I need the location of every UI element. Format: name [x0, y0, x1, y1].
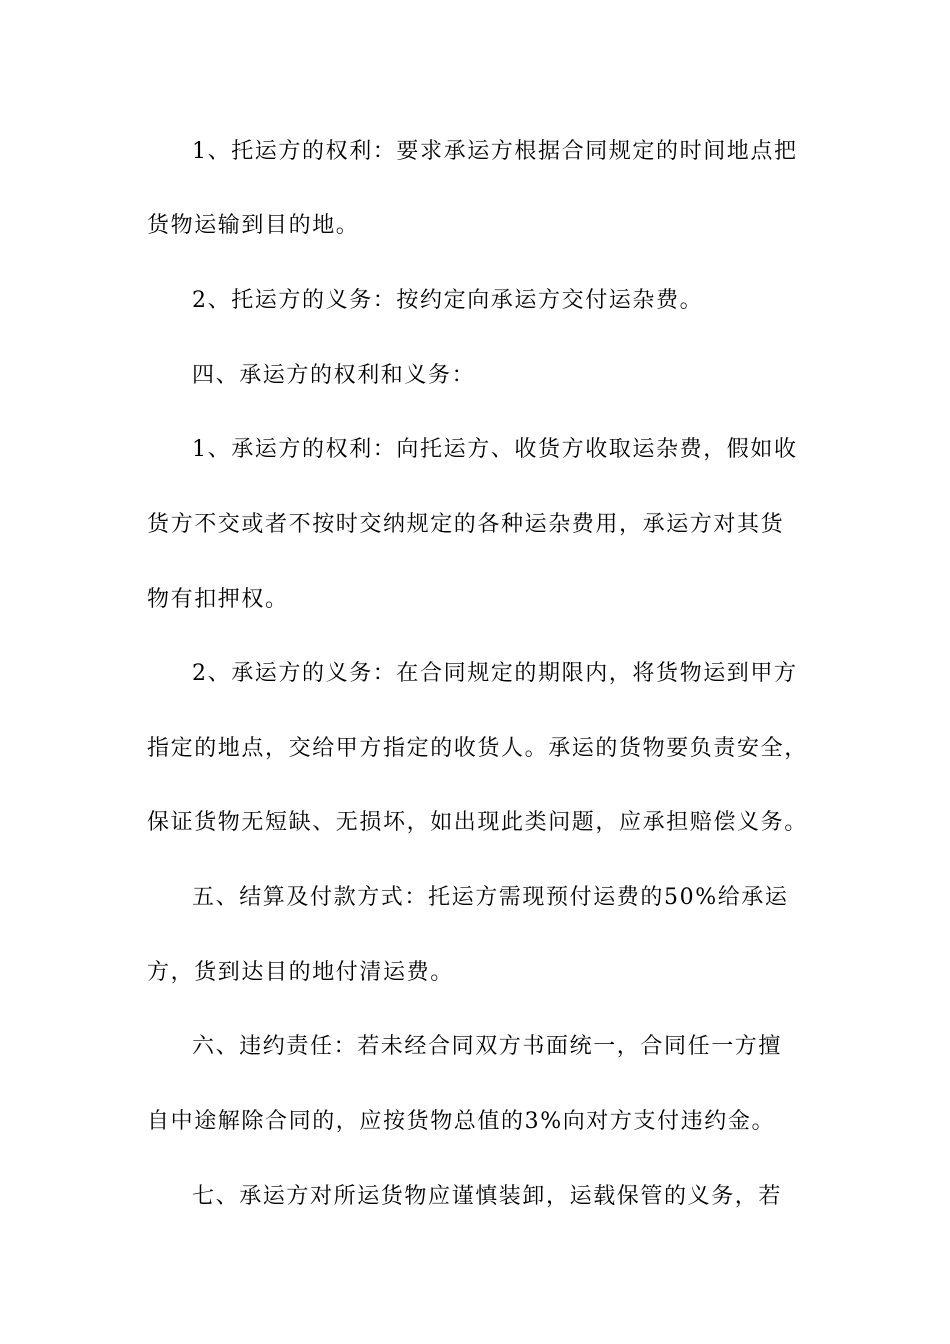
- paragraph-line: 2、承运方的义务：在合同规定的期限内，将货物运到甲方: [192, 661, 798, 686]
- section-heading: 五、结算及付款方式：托运方需现预付运费的50%给承运: [192, 885, 789, 910]
- section-heading: 六、违约责任：若未经合同双方书面统一，合同任一方擅: [192, 1034, 783, 1059]
- paragraph-line: 2、托运方的义务：按约定向承运方交付运杂费。: [192, 288, 704, 313]
- section-heading: 四、承运方的权利和义务：: [192, 363, 476, 388]
- paragraph-line: 方，货到达目的地付清运费。: [147, 960, 454, 985]
- paragraph-line: 保证货物无短缺、无损坏，如出现此类问题，应承担赔偿义务。: [147, 810, 808, 835]
- paragraph-line: 指定的地点，交给甲方指定的收货人。承运的货物要负责安全，: [147, 736, 808, 761]
- paragraph-line: 1、托运方的权利：要求承运方根据合同规定的时间地点把: [192, 139, 798, 164]
- paragraph-line: 货物运输到目的地。: [147, 213, 360, 238]
- section-heading: 七、承运方对所运货物应谨慎装卸，运载保管的义务，若: [192, 1184, 783, 1209]
- paragraph-line: 1、承运方的权利：向托运方、收货方收取运杂费，假如收: [192, 437, 798, 462]
- paragraph-line: 货方不交或者不按时交纳规定的各种运杂费用，承运方对其货: [147, 512, 785, 537]
- paragraph-line: 自中途解除合同的，应按货物总值的3%向对方支付违约金。: [147, 1109, 776, 1134]
- paragraph-line: 物有扣押权。: [147, 587, 289, 612]
